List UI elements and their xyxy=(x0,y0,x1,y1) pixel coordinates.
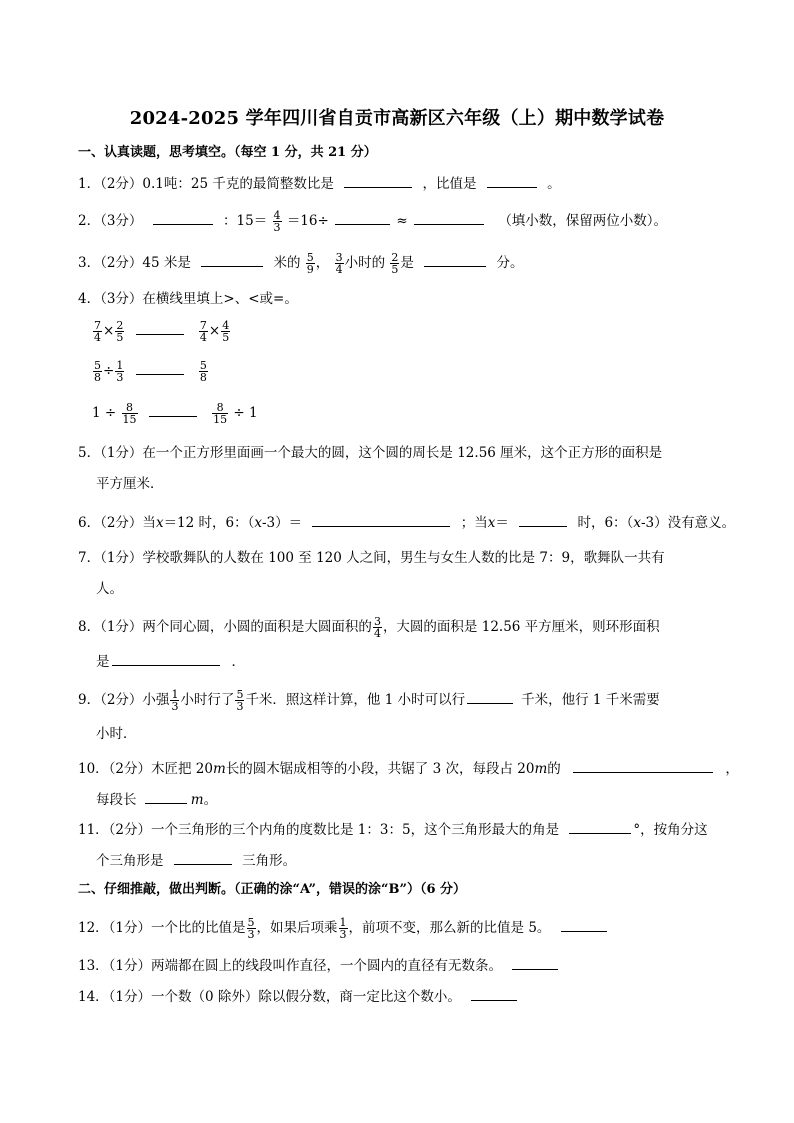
section-1-heading: 一、认真读题，思考填空。（每空 1 分，共 21 分） xyxy=(78,145,377,160)
q6-text-4: ；当 xyxy=(460,515,488,531)
question-7-cont xyxy=(96,579,123,599)
q6-blank-2[interactable] xyxy=(519,512,567,527)
q4-r3-post: ÷ 1 xyxy=(233,405,258,421)
q4-r1-op-2: × xyxy=(208,323,221,339)
q10-text-2: 长的圆木锯成相等的小段，共锯了 3 次，每段占 20 xyxy=(225,761,535,777)
q11-blank-2[interactable] xyxy=(174,850,232,865)
q2-text-3: ＝16÷ xyxy=(286,213,329,229)
q11-text: 11．（2分）一个三角形的三个内角的度数比是 1：3：5，这个三角形最大的角是 xyxy=(78,822,560,838)
question-1 xyxy=(78,173,561,194)
q3-text-5: 是 xyxy=(400,255,414,271)
q2-text-4: ≈ xyxy=(396,213,408,229)
q3-text: 3．（2分）45 米是 xyxy=(78,255,191,271)
q6-text: 6．（2分）当 xyxy=(78,515,156,531)
q1-blank-1[interactable] xyxy=(344,173,412,188)
q9-text-4: 千米，他行 1 千米需要 xyxy=(521,692,660,708)
question-3 xyxy=(78,252,523,275)
q6-text-3: -3）＝ xyxy=(262,515,303,531)
q10-unit-3: m xyxy=(190,792,204,808)
q8-blank[interactable] xyxy=(112,651,220,666)
question-5-cont xyxy=(96,474,164,494)
q10-text-3: 的 xyxy=(547,761,561,777)
q2-text: 2．（3分） xyxy=(78,213,143,229)
q10-blank-1[interactable] xyxy=(573,758,713,773)
q2-text-5: （填小数，保留两位小数）。 xyxy=(498,213,668,229)
question-10-cont xyxy=(96,789,217,810)
question-8 xyxy=(78,616,660,639)
q4-r3-pre: 1 ÷ xyxy=(92,405,117,421)
question-11-cont xyxy=(96,850,296,871)
q4-row-1 xyxy=(92,320,231,343)
question-14 xyxy=(78,986,523,1007)
q3-text-2: 米的 xyxy=(273,255,301,271)
q10-text-5: 每段长 xyxy=(96,792,137,808)
q6-text-5: ＝ xyxy=(495,515,509,531)
page-title: 2024-2025 学年四川省自贡市高新区六年级（上）期中数学试卷 xyxy=(129,108,665,129)
q6-var-2: x xyxy=(254,515,262,531)
q2-blank-1[interactable] xyxy=(153,210,213,225)
section-2-heading: 二、仔细推敲，做出判断。（正确的涂“A”，错误的涂“B”）（6 分） xyxy=(78,882,467,897)
q2-text-2: ：15＝ xyxy=(223,213,268,229)
q2-blank-3[interactable] xyxy=(414,210,484,225)
q9-text-2: 小时行了 xyxy=(180,692,235,708)
q8-text-4: ． xyxy=(231,654,245,670)
q8-fraction: $\frac{3}{4}$ xyxy=(373,615,381,640)
q10-blank-2[interactable] xyxy=(145,789,187,804)
q7-text: 7．（1分）学校歌舞队的人数在 100 至 120 人之间，男生与女生人数的比是 7：9，歌舞队一共有 xyxy=(78,550,665,566)
q3-blank-2[interactable] xyxy=(424,252,486,267)
q6-blank-1[interactable] xyxy=(312,512,450,527)
q4-r2-frac-3: $\frac{5}{8}$ xyxy=(199,359,207,384)
q4-r1-blank[interactable] xyxy=(136,320,184,335)
q11-text-4: 三角形。 xyxy=(242,853,297,869)
q12-text-3: ，前项不变，那么新的比值是 5。 xyxy=(348,920,551,936)
q6-var-4: x xyxy=(633,515,641,531)
q7-text-2: 人。 xyxy=(96,581,123,597)
q9-blank-1[interactable] xyxy=(467,689,513,704)
q9-fraction-2: $\frac{5}{3}$ xyxy=(236,688,244,713)
question-5 xyxy=(78,443,662,463)
q4-r3-blank[interactable] xyxy=(149,402,197,417)
q11-blank-1[interactable] xyxy=(569,819,631,834)
q5-text-2: 平方厘米． xyxy=(96,476,164,492)
q10-unit-1: m xyxy=(213,761,226,777)
q4-r2-frac-2: $\frac{1}{3}$ xyxy=(116,359,124,384)
q1-text-2: ，比值是 xyxy=(422,176,477,192)
question-10 xyxy=(78,758,739,779)
q8-text-2: ，大圆的面积是 12.56 平方厘米，则环形面积 xyxy=(382,619,660,635)
q4-row-2 xyxy=(92,360,209,383)
q6-var-3: x xyxy=(487,515,496,531)
q10-text-6: 。 xyxy=(203,792,218,808)
q6-text-2: ＝12 时，6：（ xyxy=(163,515,255,531)
q1-text: 1．（2分）0.1吨：25 千克的最简整数比是 xyxy=(78,176,334,192)
q5-text: 5．（1分）在一个正方形里面画一个最大的圆，这个圆的周长是 12.56 厘米，这个正方形的面积是 xyxy=(78,445,663,461)
q11-text-2: °，按角分这 xyxy=(633,822,708,838)
q4-r1-op-1: × xyxy=(103,323,115,339)
q4-r2-op: ÷ xyxy=(103,363,115,379)
q3-text-3: ， xyxy=(315,255,330,271)
q8-text-3: 是 xyxy=(96,654,110,670)
q4-row-3 xyxy=(92,402,258,425)
q4-r2-blank[interactable] xyxy=(136,360,184,375)
q4-r1-frac-2: $\frac{2}{5}$ xyxy=(116,319,124,344)
q6-text-7: -3）没有意义。 xyxy=(640,515,736,531)
q4-text: 4．（3分）在横线里填上>、<或=。 xyxy=(78,291,298,307)
q3-fraction-3: $\frac{2}{5}$ xyxy=(391,251,399,276)
q3-text-4: 小时的 xyxy=(344,255,386,271)
q1-text-3: 。 xyxy=(547,176,561,192)
question-9 xyxy=(78,689,660,712)
q14-text: 14．（1分）一个数（0 除外）除以假分数，商一定比这个数小。 xyxy=(78,989,461,1005)
question-2 xyxy=(78,210,667,233)
q10-text: 10．（2分）木匠把 20 xyxy=(78,761,213,777)
question-7 xyxy=(78,548,665,568)
q10-text-4: ， xyxy=(725,761,739,777)
q12-fraction-1: $\frac{5}{3}$ xyxy=(247,916,255,941)
q8-text: 8．（1分）两个同心圆，小圆的面积是大圆面积的 xyxy=(78,619,372,635)
q12-answer-blank[interactable] xyxy=(561,917,607,932)
q3-fraction-1: $\frac{5}{9}$ xyxy=(306,251,314,276)
q14-answer-blank[interactable] xyxy=(471,986,517,1001)
q2-blank-2[interactable] xyxy=(335,210,390,225)
q6-text-6: 时，6：（ xyxy=(577,515,634,531)
q1-blank-2[interactable] xyxy=(487,173,537,188)
q4-r2-frac-1: $\frac{5}{8}$ xyxy=(94,359,101,384)
q2-fraction: $\frac{4}{3}$ xyxy=(273,209,281,234)
q9-fraction-1: $\frac{1}{3}$ xyxy=(171,688,179,713)
q6-var-1: x xyxy=(155,515,164,531)
q12-fraction-2: $\frac{1}{3}$ xyxy=(339,916,347,941)
q4-r1-frac-3: $\frac{7}{4}$ xyxy=(199,319,207,344)
q9-text-3: 千米．照这样计算，他 1 小时可以行 xyxy=(245,692,466,708)
q4-r1-frac-1: $\frac{7}{4}$ xyxy=(94,319,101,344)
q12-text-2: ，如果后项乘 xyxy=(256,920,338,936)
q4-r1-frac-4: $\frac{4}{5}$ xyxy=(222,319,230,344)
q3-fraction-2: $\frac{3}{4}$ xyxy=(335,251,343,276)
q12-text: 12．（1分）一个比的比值是 xyxy=(78,920,246,936)
q4-r3-frac-1: $\frac{8}{15}$ xyxy=(122,401,137,426)
question-9-cont xyxy=(96,724,137,744)
q11-text-3: 个三角形是 xyxy=(96,853,164,869)
q13-text: 13．（1分）两端都在圆上的线段叫作直径，一个圆内的直径有无数条。 xyxy=(78,958,503,974)
question-4 xyxy=(78,289,298,309)
q9-text: 9．（2分）小强 xyxy=(78,692,170,708)
question-11 xyxy=(78,819,708,840)
question-13 xyxy=(78,955,564,976)
q13-answer-blank[interactable] xyxy=(512,955,558,970)
question-12 xyxy=(78,917,613,940)
q3-text-6: 分。 xyxy=(496,255,524,271)
question-8-cont xyxy=(96,651,245,672)
q3-blank-1[interactable] xyxy=(201,252,263,267)
q4-r3-frac-2: $\frac{8}{15}$ xyxy=(213,401,228,426)
q10-unit-2: m xyxy=(534,761,548,777)
question-6 xyxy=(78,512,735,533)
q9-text-5: 小时． xyxy=(96,726,137,742)
